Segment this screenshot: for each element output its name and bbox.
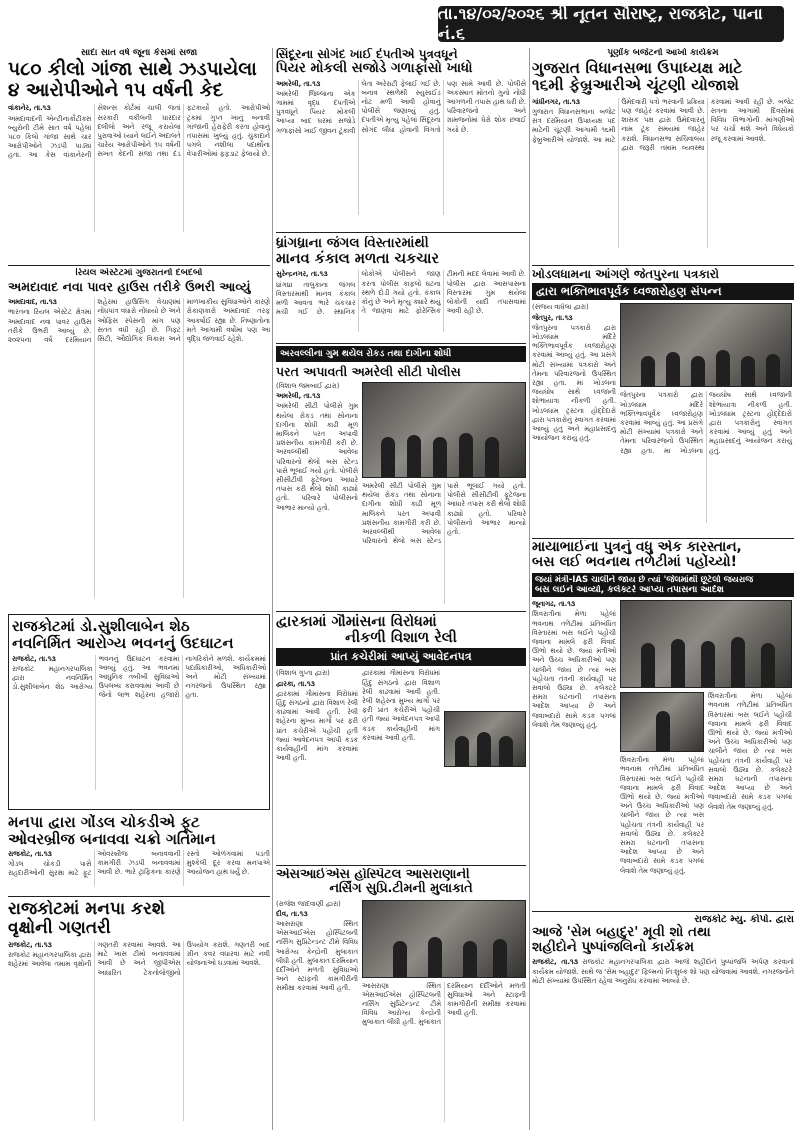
ganja-headline-1: ૫૮૦ કીલો ગાંજા સાથે ઝડપાયેલા <box>8 59 257 80</box>
mayabhai-body <box>532 600 616 905</box>
masthead <box>0 0 800 50</box>
trees-dateline: રાજકોટ, તા.૧૩ <box>8 941 52 950</box>
mayabhai-subhead-1: જયાં મંત્રી-IAS ચાલીને જાય છે ત્યાં 'જેલમાંથી છૂટેલો જયરાજ <box>535 575 754 586</box>
dwarka-headline-2: નીકળી વિશાળ રેલી <box>345 630 457 647</box>
esis-byline: (રાજેશ જાદવાણી દ્વારા) <box>276 899 341 908</box>
sam-headline-1: રાજકોટ મ્યુ. કોર્પો. દ્વારા <box>694 914 794 925</box>
sushila-headline-1: રાજકોટમાં ડો.સુશીલાબેન શેઠ <box>12 617 190 635</box>
sushila-dateline: રાજકોટ, તા.૧૩ <box>12 654 56 663</box>
mayabhai-photo-1 <box>620 600 792 688</box>
row-rule-6 <box>276 611 526 612</box>
amreli-photo <box>362 382 526 478</box>
khodaldham-body-text-2: જેતપુરના પત્રકારો દ્વારા ખોડલધામ મંદિરે ભક્તિભાવપૂર્વક ધ્વજારોહણ કરવામાં આવ્યું હતું. આ પ્રસંગે મોટી સંખ્યામાં પત્રકારો અને તેમના પરિવારજનો ઉપસ્થિત રહ્યા હતા. મા ખોડલના જયઘોષ સાથે ધ્વજાની શોભાયાત્રા નીકળી હતી. ખોડલધામ ટ્રસ્ટના હોદ્દેદારો દ્વારા પત્રકારોનું સ્વાગત કરવામાં આવ્યું હતું અને મહાપ્રસાદનું આયોજન કરાયું હતું. <box>620 391 792 455</box>
mayabhai-headline-1: માયાભાઈના પુત્રનું વધુ એક કારસ્તાન, <box>532 540 742 555</box>
article-sam <box>532 914 794 1130</box>
mayabhai-subhead-2: બસ લઈને આવ્યો, કલેક્ટરે આપ્યા તપાસના આદેશ <box>535 585 724 596</box>
amreli-body-text-2: અમરેલી સીટી પોલીસે ગુમ થયેલા રોકડ તથા સોનાના દાગીના શોધી કાઢી મૂળ માલિકને પરત અપાવી પ્રશંસનીય કામગીરી કરી છે. અરવલ્લીથી આવેલા પરિવારનો થેલો બસ સ્ટેન્ડ પાસે ભૂલાઈ ગયો હતો. પોલીસે સીસીટીવી ફૂટેજના આધારે તપાસ કરી થેલો શોધી કાઢ્યો હતો. પરિવારે પોલીસનો આભાર માન્યો હતો. <box>362 482 526 546</box>
khodaldham-body-cont <box>620 391 792 523</box>
assembly-body <box>532 98 794 248</box>
assembly-dateline: ગાંધીનગર, તા.૧૩ <box>532 97 580 106</box>
dwarka-headline-1: દ્વારકામાં ગૌમાંસના વિરોધમાં <box>276 614 437 630</box>
mayabhai-headline-2: બસ લઈ ભવનાથ તળેટીમાં પહોંચ્યો! <box>532 554 738 571</box>
mayabhai-dateline: જૂનાગઢ, તા.૧૩ <box>532 600 576 609</box>
ganja-kicker: સાદા સાત વર્ષ જૂના કેસમાં સજા <box>80 48 198 58</box>
amreli-kicker: અરવલ્લીના ગુમ થયેલ રોકડ તથા દાગીના શોધી <box>276 346 526 362</box>
overbridge-body-text: ગોંડલ ચોકડી પાસે રાહદારીઓની સુરક્ષા માટે ફૂટ ઓવરબ્રીજ બનાવવાની કામગીરી ઝડપી બનાવવામાં આવી છે. ભારે ટ્રાફિકના કારણે રસ્તો ઓળંગવામાં પડતી મુશ્કેલી દૂર કરવા મનપાએ આયોજન હાથ ધર્યું છે. <box>8 849 270 877</box>
khodaldham-headline-2: દ્વારા ભક્તિભાવપૂર્વક ધ્વજારોહણ સંપન્ન <box>532 283 794 300</box>
esis-headline-2: નર્સિંગ સુપ્રિ.ટીમની મુલાકાતે <box>329 881 473 897</box>
mayabhai-body-text-2: શિવરાત્રીના મેળા પહેલાં ભવનાથ તળેટીમાં પ્રતિબંધિત વિસ્તારમાં બસ લઈને પહોંચી જવાના મામલે ફરી વિવાદ ઊભો થયો છે. જ્યાં મંત્રીઓ અને ઉચ્ચ અધિકારીઓ પણ ચાલીને જાય છે ત્યાં બસ પહોંચતા તંત્રની કાર્યવાહી પર સવાલો ઉઠ્યા છે. કલેક્ટરે સમગ્ર ઘટનાની તપાસના આદેશ આપ્યા છે અને જવાબદારો સામે કડક પગલાં લેવાશે તેમ જણાવ્યું હતું. <box>708 692 792 811</box>
sam-headline-3: શહીદોને પુષ્પાંજલિનો કાર્યક્રમ <box>532 939 695 956</box>
column-rule-right <box>529 48 530 1130</box>
mayabhai-body-cont-2 <box>620 756 704 905</box>
esis-body-text: આસરાણા સ્થિત એસઆઈએસ હોસ્પિટલની નર્સિંગ સુપ્રિટેન્ડન્ટ ટીમે વિવિધ આરોગ્ય કેન્દ્રોની મુલાકાત લીધી હતી. મુલાકાત દરમિયાન દર્દીઓને મળતી સુવિધાઓ અને સ્ટાફની કામગીરીની સમીક્ષા કરવામાં આવી હતી. <box>276 920 358 993</box>
assembly-body-text: ગુજરાત વિધાનસભાના બજેટ સત્ર દરમિયાન ઉપાધ્યક્ષ પદ માટેની ચૂંટણી આગામી ૧૬મી ફેબ્રુઆરીએ યોજાશે. આ માટે ઉમેદવારી પત્રો ભરવાની પ્રક્રિયા પણ જાહેર કરવામાં આવી છે. શાસક પક્ષ દ્વારા ઉમેદવારનું નામ ટૂંક સમયમાં જાહેર કરાશે. વિધાનસભા સચિવાલય દ્વારા જરૂરી તમામ વ્યવસ્થા કરવામાં આવી રહી છે. બજેટ સત્રના આગામી દિવસોમાં વિવિધ વિભાગોની માંગણીઓ પર ચર્ચા થશે અને વિધેયકો રજૂ કરવામાં આવશે. <box>532 97 794 152</box>
khodaldham-headline-1: ખોડલધામના આંગણે જેતપુરના પત્રકારો <box>532 268 720 281</box>
amreli-body <box>276 382 358 604</box>
assembly-headline-1: ગુજરાત વિધાનસભા ઉપાધ્યક્ષ માટે <box>532 59 743 77</box>
article-assembly <box>532 48 794 263</box>
sindoor-body-text: અમરેલી જિલ્લાના એક ગામમાં વૃદ્ધ દંપતીએ પુત્રવધૂને પિયર મોકલી આપ્યા બાદ ઘરમાં સજોડે ગળાફાંસો ખાઈ જીવન ટૂંકાવી લેતા અરેરાટી ફેલાઈ ગઈ છે. બનાવ સ્થળેથી સ્યુસાઈડ નોટ મળી આવી હોવાનું પોલીસે જણાવ્યું હતું. દંપતીએ મૃત્યુ પહેલાં સિંદૂરના સોગંદ લીધા હોવાની વિગતો પણ સામે આવી છે. પોલીસે અકસ્માત મોતનો ગુનો નોંધી આગળની તપાસ હાથ ધરી છે. પરિવારજનો અને ગ્રામજનોમાં ઘેરો શોક છવાઈ ગયો છે. <box>276 79 526 135</box>
skeleton-body <box>276 270 526 332</box>
assembly-kicker: પૂર્ણાંક બજેટનો આખો કાર્યક્રમ <box>607 48 719 58</box>
dwarka-body <box>276 669 358 859</box>
amreli-dateline: અમરેલી, તા.૧૩ <box>276 392 321 401</box>
row-rule-9 <box>532 911 794 912</box>
dwarka-dateline: દ્વારકા, તા.૧૩ <box>276 679 315 688</box>
skeleton-body-text: ધ્રાંગધ્રા તાલુકાના જંગલ વિસ્તારમાંથી માનવ કંકાલ મળી આવતા ભારે ચકચાર મચી ગઈ છે. સ્થાનિક લોકોએ પોલીસને જાણ કરતા પોલીસ કાફલો ઘટના સ્થળે દોડી ગયો હતો. કંકાલ કોનું છે અને મૃત્યુ ક્યારે થયું તે જાણવા માટે ફોરેન્સિક ટીમની મદદ લેવામાં આવી છે. પોલીસ દ્વારા આસપાસના વિસ્તારમાં ગુમ થયેલા લોકોની યાદી તપાસવામાં આવી રહી છે. <box>276 270 526 317</box>
row-rule-2 <box>532 265 794 266</box>
article-sushila <box>8 614 270 810</box>
power-body-text: ભારતના રિયલ એસ્ટેટ ક્ષેત્રમાં અમદાવાદ નવા પાવર હાઉસ તરીકે ઉભરી આવ્યું છે. ૨૦૨૫ના વર્ષ દરમિયાન શહેરમાં હાઉસિંગ વેચાણમાં નોંધપાત્ર વધારો નોંધાયો છે અને ઓફિસ સ્પેસની માંગ પણ સતત વધી રહી છે. ગિફ્ટ સિટી, ઔદ્યોગિક વિકાસ અને માળખાકીય સુવિધાઓને કારણે રોકાણકારો અમદાવાદ તરફ આકર્ષાઈ રહ્યા છે. નિષ્ણાતોના મતે આગામી વર્ષોમાં પણ આ વૃદ્ધિ જળવાઈ રહેશે. <box>8 298 270 344</box>
khodaldham-dateline: જેતપુર, તા.૧૩ <box>532 313 573 322</box>
skeleton-headline-2: માનવ કંકાલ મળતા ચકચાર <box>276 251 439 268</box>
mayabhai-subhead-box <box>532 573 794 597</box>
mayabhai-body-text-3: શિવરાત્રીના મેળા પહેલાં ભવનાથ તળેટીમાં પ્રતિબંધિત વિસ્તારમાં બસ લઈને પહોંચી જવાના મામલે ફરી વિવાદ ઊભો થયો છે. જ્યાં મંત્રીઓ અને ઉચ્ચ અધિકારીઓ પણ ચાલીને જાય છે ત્યાં બસ પહોંચતા તંત્રની કાર્યવાહી પર સવાલો ઉઠ્યા છે. કલેક્ટરે સમગ્ર ઘટનાની તપાસના આદેશ આપ્યા છે અને જવાબદારો સામે કડક પગલાં લેવાશે તેમ જણાવ્યું હતું. <box>620 756 704 875</box>
esis-body <box>276 900 358 1122</box>
khodaldham-photo <box>620 303 792 387</box>
skeleton-dateline: સુરેન્દ્રનગર, તા.૧૩ <box>276 270 328 279</box>
dwarka-byline: (વિશાલ ગુપ્તા દ્વારા) <box>276 669 330 678</box>
article-overbridge <box>8 814 270 894</box>
esis-body-text-2: આસરાણા સ્થિત એસઆઈએસ હોસ્પિટલની નર્સિંગ સુપ્રિટેન્ડન્ટ ટીમે વિવિધ આરોગ્ય કેન્દ્રોની મુલાકાત લીધી હતી. મુલાકાત દરમિયાન દર્દીઓને મળતી સુવિધાઓ અને સ્ટાફની કામગીરીની સમીક્ષા કરવામાં આવી હતી. <box>362 981 526 1027</box>
skeleton-headline-1: ધ્રાંગધ્રાના જંગલ વિસ્તારમાંથી <box>276 236 429 251</box>
khodaldham-body <box>532 303 616 523</box>
trees-headline-2: વૃક્ષોની ગણતરી <box>8 918 111 939</box>
assembly-headline-2: ૧૬મી ફેબ્રુઆરીએ ચૂંટણી યોજાશે <box>532 76 739 95</box>
esis-body-cont <box>362 982 526 1122</box>
sam-body-text: રાજકોટ મહાનગરપાલિકા દ્વારા આજે શહીદોને પુષ્પાંજલિ અર્પણ કરવાનો કાર્યક્રમ યોજાશે. સાથે જ 'સેમ બહાદુર' ફિલ્મનો નિઃશુલ્ક શો પણ યોજવામાં આવશે. નગરજનોને મોટી સંખ્યામાં ઉપસ્થિત રહેવા અનુરોધ કરવામાં આવ્યો છે. <box>532 958 794 985</box>
article-sindoor <box>276 48 526 218</box>
trees-body <box>8 941 270 1121</box>
dwarka-photo <box>444 711 526 767</box>
amreli-headline: પરત અપાવતી અમરેલી સીટી પોલીસ <box>276 364 461 379</box>
sushila-body-text: રાજકોટ મહાનગરપાલિકા દ્વારા નવનિર્મિત ડો.સુશીલાબેન શેઠ આરોગ્ય ભવનનું ઉદઘાટન કરવામાં આવ્યું હતું. આ ભવનમાં આધુનિક તબીબી સુવિધાઓ ઉપલબ્ધ કરાવવામાં આવી છે જેનો લાભ શહેરના હજારો નાગરિકોને મળશે. કાર્યક્રમમાં પદાધિકારીઓ, અધિકારીઓ અને મોટી સંખ્યામાં નગરજનો ઉપસ્થિત રહ્યા હતા. <box>12 654 266 700</box>
mayabhai-body-text: શિવરાત્રીના મેળા પહેલાં ભવનાથ તળેટીમાં પ્રતિબંધિત વિસ્તારમાં બસ લઈને પહોંચી જવાના મામલે ફરી વિવાદ ઊભો થયો છે. જ્યાં મંત્રીઓ અને ઉચ્ચ અધિકારીઓ પણ ચાલીને જાય છે ત્યાં બસ પહોંચતા તંત્રની કાર્યવાહી પર સવાલો ઉઠ્યા છે. કલેક્ટરે સમગ્ર ઘટનાની તપાસના આદેશ આપ્યા છે અને જવાબદારો સામે કડક પગલાં લેવાશે તેમ જણાવ્યું હતું. <box>532 610 616 729</box>
masthead-title: તા.૧૪/૦૨/૨૦૨૬ શ્રી નૂતન સૌરાષ્ટ્ર, રાજકોટ, પાના નં.૬ <box>438 6 784 42</box>
dwarka-body-text-2: દ્વારકામાં ગૌમાંસના વિરોધમાં હિંદુ સંગઠનો દ્વારા વિશાળ રેલી કાઢવામાં આવી હતી. રેલી શહેરના મુખ્ય માર્ગો પર ફરી પ્રાંત કચેરીએ પહોંચી હતી જ્યાં આવેદનપત્ર આપી કડક કાર્યવાહીની માંગ કરવામાં આવી હતી. <box>362 669 440 742</box>
article-dwarka <box>276 614 526 864</box>
article-power <box>8 268 270 608</box>
dwarka-subhead: પ્રાંત કચેરીમાં આપ્યું આવેદનપત્ર <box>276 648 526 666</box>
trees-body-text: રાજકોટ મહાનગરપાલિકા દ્વારા શહેરમાં આવેલા તમામ વૃક્ષોની ગણતરી કરવામાં આવશે. આ માટે ખાસ ટીમો બનાવવામાં આવી છે અને જીપીએસ આધારિત ટેકનોલોજીનો ઉપયોગ કરાશે. ગણતરી બાદ ગ્રીન કવર વધારવા માટે નવી યોજનાઓ ઘડવામાં આવશે. <box>8 941 270 977</box>
column-rule-left <box>272 48 273 1130</box>
sam-headline-2: આજે 'સેમ બહાદુર' મૂવી શો તથા <box>532 924 711 941</box>
row-rule-3 <box>276 232 526 233</box>
power-body <box>8 298 270 598</box>
article-amreli <box>276 346 526 608</box>
amreli-body-cont <box>362 482 526 604</box>
sam-body <box>532 958 794 1118</box>
article-mayabhai <box>532 540 794 910</box>
row-rule-1 <box>8 265 270 266</box>
dwarka-body-text: દ્વારકામાં ગૌમાંસના વિરોધમાં હિંદુ સંગઠનો દ્વારા વિશાળ રેલી કાઢવામાં આવી હતી. રેલી શહેરના મુખ્ય માર્ગો પર ફરી પ્રાંત કચેરીએ પહોંચી હતી જ્યાં આવેદનપત્ર આપી કડક કાર્યવાહીની માંગ કરવામાં આવી હતી. <box>276 689 358 763</box>
overbridge-headline-1: મનપા દ્વારા ગોંડલ ચોકડીએ ફૂટ <box>8 814 200 831</box>
power-dateline: અમદાવાદ, તા.૧૩ <box>8 298 57 307</box>
amreli-byline: (વિશાલ જમબાઈ દ્વારા) <box>276 382 340 390</box>
overbridge-body <box>8 850 270 886</box>
ganja-dateline: વાંકાનેર, તા.૧૩ <box>8 104 51 113</box>
row-rule-8 <box>276 865 526 866</box>
article-esis <box>276 868 526 1130</box>
sushila-headline-2: નવનિર્મિત આરોગ્ય ભવનનું ઉદઘાટન <box>12 633 234 652</box>
trees-headline-1: રાજકોટમાં મનપા કરશે <box>8 900 165 919</box>
ganja-body-text: અમદાવાદની એન્ટીનાર્કોટીક્સ બ્યુરોની ટીમે સાત વર્ષ પહેલાં ૫૮૦ કિલો ગાંજા સાથે ચાર આરોપીઓને ઝડપી પાડ્યા હતા. આ કેસ વાંકાનેરની સેશન્સ કોર્ટમાં ચાલી જતાં સરકારી વકીલની ધારદાર દલીલો અને રજૂ કરાયેલા પુરાવાઓ ધ્યાને લઈને અદાલતે ચારેય આરોપીઓને ૧૫ વર્ષની સખત કેદની સજા તથા દંડ ફટકાર્યો હતો. આરોપીઓ ટ્રકમાં ગુપ્ત ખાનું બનાવી ગાંજાની હેરાફેરી કરતા હોવાનું તપાસમાં ખુલ્યું હતું. ચુકાદાને પગલે નશીલા પદાર્થોના વેપારીઓમાં ફફડાટ ફેલાયો છે. <box>8 104 270 160</box>
ganja-headline-2: ૪ આરોપીઓને ૧૫ વર્ષની કેદ <box>8 79 224 101</box>
mayabhai-body-cont <box>708 692 792 905</box>
article-trees <box>8 900 270 1130</box>
esis-dateline: દીવ, તા.૧૩ <box>276 909 308 918</box>
overbridge-dateline: રાજકોટ, તા.૧૩ <box>8 849 52 858</box>
khodaldham-byline: (સંજય વાઘેલા દ્વારા) <box>532 303 589 312</box>
sindoor-headline-2: પિયર મોકલી સજોડે ગળાફાંસો ખાધો <box>276 60 473 77</box>
overbridge-headline-2: ઓવરબ્રીજ બનાવવા ચક્રો ગતિમાન <box>8 829 216 848</box>
power-kicker: રિયલ એસ્ટેટમાં ગુજરાતનો દબદબો <box>75 268 203 278</box>
row-rule-4 <box>276 343 526 344</box>
dwarka-body-cont <box>362 669 440 859</box>
sindoor-body <box>276 80 526 215</box>
article-khodaldham <box>532 268 794 538</box>
article-skeleton <box>276 236 526 341</box>
mayabhai-photo-2 <box>620 692 704 752</box>
sindoor-dateline: અમરેલી, તા.૧૩ <box>276 79 321 88</box>
article-ganja <box>8 48 270 263</box>
sam-dateline: રાજકોટ, તા.૧૩ <box>532 958 578 967</box>
row-rule-7 <box>8 896 270 897</box>
sushila-body <box>12 655 266 790</box>
power-headline: અમદાવાદ નવા પાવર હાઉસ તરીકે ઉભરી આવ્યું <box>8 279 251 294</box>
khodaldham-body-text: જેતપુરના પત્રકારો દ્વારા ખોડલધામ મંદિરે ભક્તિભાવપૂર્વક ધ્વજારોહણ કરવામાં આવ્યું હતું. આ પ્રસંગે મોટી સંખ્યામાં પત્રકારો અને તેમના પરિવારજનો ઉપસ્થિત રહ્યા હતા. મા ખોડલના જયઘોષ સાથે ધ્વજાની શોભાયાત્રા નીકળી હતી. ખોડલધામ ટ્રસ્ટના હોદ્દેદારો દ્વારા પત્રકારોનું સ્વાગત કરવામાં આવ્યું હતું અને મહાપ્રસાદનું આયોજન કરાયું હતું. <box>532 323 616 443</box>
ganja-body <box>8 104 270 232</box>
sindoor-headline-1: સિંદૂરના સોગંદ ખાઈ દંપતીએ પુત્રવધૂને <box>276 48 458 61</box>
amreli-body-text: અમરેલી સીટી પોલીસે ગુમ થયેલા રોકડ તથા સોનાના દાગીના શોધી કાઢી મૂળ માલિકને પરત અપાવી પ્રશંસનીય કામગીરી કરી છે. અરવલ્લીથી આવેલા પરિવારનો થેલો બસ સ્ટેન્ડ પાસે ભૂલાઈ ગયો હતો. પોલીસે સીસીટીવી ફૂટેજના આધારે તપાસ કરી થેલો શોધી કાઢ્યો હતો. પરિવારે પોલીસનો આભાર માન્યો હતો. <box>276 402 358 512</box>
esis-photo <box>362 900 526 978</box>
esis-headline-1: એસઆઈએસ હોસ્પિટલ આસરાણાની <box>276 868 470 882</box>
row-rule-5 <box>532 538 794 539</box>
